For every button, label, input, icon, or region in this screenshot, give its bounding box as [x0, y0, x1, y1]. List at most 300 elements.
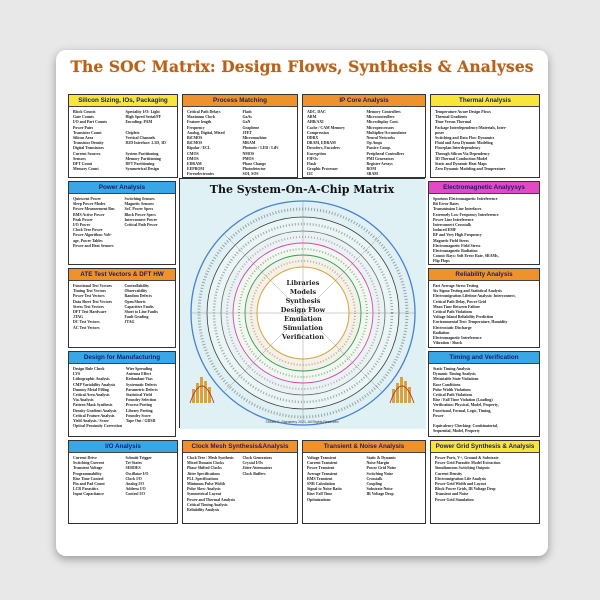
center-title: The System-On-A-Chip Matrix	[209, 183, 395, 196]
list-item: Thermal Gradients	[435, 115, 468, 120]
box-pgrid	[430, 440, 540, 524]
list-item: Critical Path Delays	[187, 110, 221, 114]
list-item: Simultaneous Switching Outputs	[435, 466, 490, 471]
list-item: EDRAM	[187, 162, 202, 167]
list-item: Equivalency Checking: Combinatorial,	[433, 424, 498, 429]
list-item: Op Amps	[366, 141, 383, 146]
list-item: Ferroelectronics	[187, 172, 215, 177]
list-item: Multiplier/Accumulator	[366, 130, 407, 135]
center-list	[268, 279, 338, 342]
list-item: D2D Interface: 2.5D, 3D	[125, 141, 166, 146]
list-item: Mixed Domain Clocks	[187, 461, 224, 466]
list-item: ARM	[307, 115, 317, 120]
list-item: DFT Count	[73, 162, 93, 167]
list-item: Symmetrical Layout	[187, 492, 222, 497]
list-item: Critical Feature Analysis	[73, 413, 115, 418]
list-item: Temperature Aware Design Flows	[435, 110, 491, 114]
list-item: poser	[435, 130, 445, 135]
list-item: Switching Current	[73, 461, 104, 466]
center-item: Simulation	[283, 324, 323, 332]
list-item: Memory Partitioning	[125, 156, 161, 161]
list-item: Pattern Mask Synthesis	[73, 403, 113, 408]
list-item: Sequential, Model, Property	[433, 429, 480, 434]
box-header: Electromagnetic Analyysys	[429, 182, 539, 194]
box-header: Transient & Noise Analysis	[303, 441, 425, 453]
list-item: I/O and Part Counts	[73, 120, 108, 125]
col-1	[435, 110, 536, 172]
list-item: SOI, SOS	[242, 172, 259, 177]
list-item: Silicon Area	[73, 136, 94, 141]
list-item: Peak Power	[73, 217, 93, 222]
list-item: Wire Spreading	[125, 367, 153, 371]
list-item: Tri-States	[125, 461, 142, 466]
list-item: Random Defects	[124, 294, 152, 299]
list-item: Transistor Density	[73, 141, 104, 146]
box-header: Timing and Verification	[429, 352, 539, 364]
list-item: Critical Path Violations	[433, 393, 473, 398]
list-item: Digital Transistors	[73, 146, 104, 151]
list-item: Power Test Vectors	[73, 294, 105, 299]
box-header: IP Core Analysis	[303, 95, 425, 107]
list-item: Critical Path Violations	[433, 310, 473, 315]
center-item: Design Flow	[280, 306, 326, 314]
list-item: Part Average Stress Testing	[433, 284, 479, 288]
list-item: Electromigration Life Analysis	[435, 476, 486, 481]
list-item: Critical Area Analysis	[73, 393, 110, 398]
box-header: Process Matching	[183, 95, 297, 107]
list-item: Pulse Skew Analysis	[187, 487, 221, 492]
list-item: Micromachine	[242, 136, 267, 141]
list-item: Statistical Yield	[125, 393, 152, 398]
list-item: Density Gradient Analysis	[73, 408, 117, 413]
list-item: IR Voltage Drop	[366, 492, 394, 497]
list-item: Yield Analysis / Score	[73, 419, 109, 424]
list-item: Vibration / Shock	[433, 341, 463, 346]
list-item: CMOS	[187, 151, 199, 156]
col-2	[126, 367, 172, 429]
list-item: Microprocessors	[366, 125, 395, 130]
list-item: Minimum Pulse Width	[187, 482, 225, 487]
list-item: Radiation	[433, 330, 450, 335]
list-item: Rise Time Control	[73, 476, 104, 481]
list-item: age, Power Tables	[73, 238, 103, 243]
list-item: AHB/AXI	[307, 120, 324, 125]
list-item: Power Grid Noise	[366, 466, 397, 471]
list-item: Power and Heat Sensors	[73, 243, 114, 248]
list-item: Critical Path Delay, Power Grid	[433, 299, 487, 304]
list-item: Neural Networks	[366, 136, 395, 141]
list-item: Power	[433, 413, 444, 418]
list-item: Average Transient	[307, 471, 338, 476]
list-item: MRAM	[242, 141, 256, 146]
list-item: Clock I/O	[125, 476, 142, 481]
list-item: Block Power Specs	[124, 212, 156, 217]
list-item: Controllability	[124, 284, 150, 288]
list-item: Magnetic Field Stress	[433, 238, 469, 243]
col-2	[126, 456, 175, 498]
list-item: Process Porting	[125, 403, 152, 408]
list-item: DDRX	[307, 136, 319, 141]
list-item: Foundry Selection	[125, 398, 157, 403]
list-item: Bit Error Rates	[433, 202, 459, 207]
box-ipcore	[302, 94, 426, 178]
list-item: Critical Path Power	[124, 223, 158, 228]
list-item: Power Measurement Bus	[73, 207, 115, 212]
list-item: Flash	[242, 110, 252, 114]
list-item: I/O Power	[73, 223, 91, 228]
list-item: CMP Variability Analysis	[73, 382, 116, 387]
list-item: Clock Generators	[242, 456, 272, 460]
list-item: DFT Test Hardware	[73, 310, 107, 315]
list-item: Verification: Physical, Model, Property,	[433, 403, 499, 408]
box-process	[182, 94, 298, 178]
list-item: DRAM, EDRAM	[307, 141, 336, 146]
list-item: Clock Buffers	[242, 471, 266, 476]
list-item: Graphene	[242, 125, 260, 130]
list-item: Graphic Processor	[307, 167, 338, 172]
list-item: Flip Flops	[433, 259, 450, 264]
list-item: Functional, Formal, Logic, Timing,	[433, 408, 492, 413]
list-item: AC Test Vectors	[73, 325, 100, 330]
box-header: ATE Test Vectors & DFT HW	[69, 269, 175, 281]
list-item: JFET	[242, 130, 253, 135]
list-item: Address I/O	[125, 487, 146, 492]
list-item: Systematic Defects	[125, 382, 157, 387]
list-item: Reliability Analysis	[187, 508, 220, 513]
box-power	[68, 181, 176, 265]
list-item: Functional Test Vectors	[73, 284, 112, 288]
list-item: Maximum Clock	[187, 115, 215, 120]
list-item: System Partitioning	[125, 151, 159, 156]
list-item: Optical Proximity Correction	[73, 424, 122, 429]
list-item: Current Sources	[73, 151, 101, 156]
col-1	[433, 197, 536, 265]
list-item: Six Sigma Testing and Statistical Analysis	[433, 289, 502, 294]
list-item: JTAG	[124, 320, 135, 325]
list-item: SERDES	[125, 466, 141, 471]
list-item: GaAs	[242, 115, 252, 120]
box-header: Power Grid Synthesis & Analysis	[431, 441, 539, 453]
col-2	[367, 456, 423, 503]
list-item: Foundry Score	[125, 413, 151, 418]
list-item: Current Density	[435, 471, 463, 476]
list-item: Induced EMF	[433, 228, 457, 233]
list-item: Static & Dynamic	[366, 456, 397, 460]
box-em	[428, 181, 540, 265]
col-2	[367, 110, 423, 178]
list-item: Memory Controllers	[366, 110, 401, 114]
list-item: Clock Tree / Mesh Synthesis	[187, 456, 234, 460]
col-2	[243, 110, 295, 178]
list-item: Observability	[124, 289, 148, 294]
list-item: FIFOs	[307, 156, 318, 161]
list-item: BiCMOS	[187, 136, 203, 141]
list-item: Data Sheet Test Vectors	[73, 299, 113, 304]
list-item: Electromagnetic Radiation	[433, 249, 478, 254]
list-item: Mean Time Between Failure	[433, 304, 481, 309]
col-2	[126, 110, 175, 172]
list-item: Dynamic Timing Analysis	[433, 372, 476, 377]
col-1	[433, 284, 536, 346]
list-item: EEPROM	[187, 167, 205, 172]
list-item: High Speed Serial/FF	[125, 115, 162, 120]
list-item: NMOS	[242, 151, 255, 156]
box-reliability	[428, 268, 540, 348]
list-item: Sensors	[73, 156, 86, 161]
list-item: Rise/ Fall Time	[307, 492, 333, 497]
list-item: Switching Sensors	[124, 197, 155, 201]
list-item: Capacitive Faults	[124, 304, 154, 309]
col-1	[73, 456, 122, 498]
list-item: Photodetector	[242, 167, 266, 172]
list-item: Power Transient	[307, 466, 335, 471]
center-item: Models	[289, 288, 317, 296]
list-item: I2C	[307, 172, 314, 177]
list-item: PMI Generators	[366, 156, 394, 161]
list-item: Chiplets	[125, 130, 140, 135]
list-item: Fault Grading	[124, 315, 149, 320]
box-header: I/O Analysis	[69, 441, 177, 453]
center-item: Synthesis	[285, 297, 321, 305]
list-item: Stress Test Vectors	[73, 304, 104, 309]
list-item: Programmability	[73, 471, 102, 476]
list-item: Electromagnetic Interference	[433, 336, 482, 341]
center-item: Libraries	[286, 279, 320, 287]
list-item: Metastable State Violations	[433, 377, 479, 382]
list-item: Redundant Vias	[125, 377, 153, 382]
list-item: Input Capacitance	[73, 492, 104, 497]
list-item: DFT Partitioning	[125, 162, 155, 167]
box-transient	[302, 440, 426, 524]
list-item: Interconnect Power	[124, 217, 158, 222]
list-item: Oscillator I/O	[125, 471, 149, 476]
list-item: Crystal I/Os	[242, 461, 263, 466]
list-item: SoC Power Specs	[124, 207, 154, 212]
list-item: PLL Specifications	[187, 476, 219, 481]
list-item: Transmission Line Interfaces	[433, 207, 482, 212]
list-item: Extremely Low Frequency Interference	[433, 212, 499, 217]
list-item: ROM	[366, 167, 377, 172]
col-2	[125, 197, 173, 249]
center-item: Emulation	[284, 315, 322, 323]
list-item: Power Grid Simulation	[435, 497, 474, 502]
list-item: Encoding: PAM	[125, 120, 153, 125]
list-item: Cosmic Rays: Soft Error Rate, SRAMs,	[433, 254, 499, 259]
list-item: Zero Dynamic Modeling and Temperature	[435, 167, 506, 172]
list-item: SRAM	[366, 172, 378, 177]
box-header: Design for Manufacturing	[69, 352, 175, 364]
list-item: JTAG	[73, 315, 84, 320]
list-item: Decoders, Encoders	[307, 146, 340, 151]
col-1	[73, 110, 122, 172]
list-item: Static and Dynamic Heat Maps	[435, 162, 487, 167]
list-item: Package Interdependency/Materials, Inter-	[435, 125, 507, 130]
list-item: Peripheral Controllers	[366, 151, 405, 156]
list-item: Transient Voltage	[73, 466, 103, 471]
list-item: Frequency	[187, 125, 205, 130]
list-item: Encryption	[307, 151, 326, 156]
list-item: Vertical Channels	[125, 136, 156, 141]
list-item: Speciality I/O: Light	[125, 110, 160, 114]
list-item: Jitter Specifications	[187, 471, 220, 476]
list-item: Short to Line Faults	[124, 310, 158, 315]
list-item: Interconnect Crosstalk	[433, 223, 472, 228]
list-item: Parametric Defects	[125, 387, 158, 392]
list-item: RMS Active Power	[73, 212, 105, 217]
list-item: Quiescent Power	[73, 197, 101, 201]
list-item: Power Grid Parasitic Model Extraction	[435, 461, 501, 466]
list-item: Control I/O	[125, 492, 145, 497]
list-item: Via Analysis	[73, 398, 94, 403]
list-item: Power Line Interference	[433, 217, 474, 222]
list-item: Crosstalk	[366, 476, 383, 481]
box-header: Power Analysis	[69, 182, 175, 194]
col-1	[307, 456, 363, 503]
list-item: Microdisplay Cont.	[366, 120, 399, 125]
list-item: Power and Thermal Analysis	[187, 497, 235, 502]
list-item: Power Ports, V+, Ground & Substrate	[435, 456, 499, 460]
list-item: Timing Test Vectors	[73, 289, 107, 294]
box-io	[68, 440, 178, 524]
col-1	[433, 367, 536, 435]
list-item: Noise Margin	[366, 461, 390, 466]
col-2	[125, 284, 173, 331]
list-item: Register Arrays	[366, 162, 393, 167]
list-item: Bipolar / ECL	[187, 146, 211, 151]
list-item: Library Porting	[125, 408, 153, 413]
col-1	[435, 456, 536, 503]
list-item: Spurious Electromagnetic Interference	[433, 197, 498, 201]
box-header: Thermal Analysis	[431, 95, 539, 107]
list-item: LVS	[73, 372, 81, 377]
list-item: Design Rule Check	[73, 367, 105, 371]
list-item: Fluid and Area Dynamic Modeling	[435, 141, 493, 146]
list-item: Through Silicon Via Dependency	[435, 151, 490, 156]
box-dfm	[68, 351, 176, 437]
list-item: Microcontrollers	[366, 115, 395, 120]
copyright: ©Mark C. Stansbery 2021, All Rights Reserved	[265, 420, 339, 424]
center-matrix	[179, 178, 425, 428]
list-item: Environmental Test: Temperature, Humidity	[433, 320, 508, 325]
list-item: Substrate Noise	[366, 487, 393, 492]
list-item: Critical Timing Analysis	[187, 502, 228, 507]
list-item: Time Versus Thermal	[435, 120, 471, 125]
list-item: Electromagnetic Field Stress	[433, 243, 481, 248]
list-item: DMOS	[187, 156, 199, 161]
list-item: RMS Transient	[307, 476, 333, 481]
box-thermal	[430, 94, 540, 178]
list-item: SNR Calculation	[307, 482, 335, 487]
list-item: ADC, DAC	[307, 110, 326, 114]
list-item: Transistor Count	[73, 130, 102, 135]
col-1	[73, 284, 121, 331]
main-title: The SOC Matrix: Design Flows, Synthesis & Analyses	[70, 57, 534, 76]
list-item: Symmetrical Design	[125, 167, 159, 172]
list-item: Signal to Noise Ratio	[307, 487, 342, 492]
center-item: Verification	[282, 333, 324, 341]
list-item: Compression	[307, 130, 329, 135]
list-item: Schmitt Trigger	[125, 456, 152, 460]
col-1	[187, 110, 239, 178]
list-item: Antenna Effect	[125, 372, 152, 377]
list-item: RF and Very High Frequency	[433, 233, 482, 238]
list-item: Dummy Metal Filling	[73, 387, 109, 392]
list-item: Coupling	[366, 482, 382, 487]
list-item: Sleep Power Modes	[73, 202, 106, 207]
list-item: Pin and Pad Count	[73, 482, 105, 487]
list-item: Jitter Attenuators	[242, 466, 273, 471]
list-item: Current Transient	[307, 461, 338, 466]
list-item: Analog I/O	[125, 482, 144, 487]
list-item: Switching Noise	[366, 471, 393, 476]
list-item: Electrostatic Discharge	[433, 325, 472, 330]
box-timing	[428, 351, 540, 437]
list-item: Feature length	[187, 120, 212, 125]
list-item: Voltage Transient	[307, 456, 337, 460]
col-1	[187, 456, 239, 513]
col-1	[307, 110, 363, 178]
box-header: Clock Mesh Synthesis&Analysis	[183, 441, 297, 453]
box-clock	[182, 440, 298, 524]
list-item: BiCMOS	[187, 141, 203, 146]
list-item: GaN	[242, 120, 251, 125]
list-item: Gate Counts	[73, 115, 94, 120]
list-item: Rise / Fall Time Violation (Loading)	[433, 398, 493, 403]
list-item: Flash	[307, 162, 317, 167]
list-item: PMOS	[242, 156, 254, 161]
list-item: Voltage Island Reliability Prediction	[433, 315, 494, 320]
list-item: Phase Change	[242, 162, 266, 167]
list-item: Passive Comp.	[366, 146, 391, 151]
box-header: Reliability Analysis	[429, 269, 539, 281]
list-item: Analog, Digital, Mixed	[187, 130, 225, 135]
list-item: Power Pairs	[73, 125, 94, 130]
list-item: Current Drive	[73, 456, 97, 460]
box-ate	[68, 268, 176, 348]
col-1	[73, 197, 121, 249]
list-item: Block Counts	[73, 110, 96, 114]
box-header: Silicon Sizing, IOs, Packaging	[69, 95, 177, 107]
list-item: Tape Out / GDSII	[125, 419, 156, 424]
list-item: Transient and Noise	[435, 492, 469, 497]
list-item: Clock Tree Power	[73, 228, 103, 233]
list-item: DC Test Vectors	[73, 320, 100, 325]
list-item: Electromigration Lifetime Analysis: Interconnect,	[433, 294, 516, 299]
col-1	[73, 367, 122, 429]
sticker	[56, 50, 548, 556]
box-silicon	[68, 94, 178, 178]
list-item: 3D Thermal Conduction Model	[435, 156, 488, 161]
list-item: Power Algorithm: Volt-	[73, 233, 112, 238]
list-item: Floorplan Interdependency	[435, 146, 481, 151]
list-item: LCR Parasitics	[73, 487, 99, 492]
list-item: Open/Shorts	[124, 299, 146, 304]
list-item: Power Grid Width and Layout	[435, 482, 487, 487]
list-item: Block Power Grids, IR Voltage Drop	[435, 487, 496, 492]
list-item: Lithographic Analysis	[73, 377, 110, 382]
list-item: Optimizations	[307, 497, 331, 502]
list-item: Memory Count	[73, 167, 99, 172]
list-item: Static Timing Analysis	[433, 367, 471, 371]
list-item: Cache / CAM Memory	[307, 125, 345, 130]
list-item: Switching and Data Flow Dynamics	[435, 136, 495, 141]
list-item: Pulse Width Violations	[433, 387, 471, 392]
list-item: Magnetic Sensors	[124, 202, 154, 207]
list-item: Photonic / LED / LiFi	[242, 146, 279, 151]
col-2	[243, 456, 295, 513]
list-item: Race Conditions	[433, 382, 461, 387]
list-item: Phase Shifted Clocks	[187, 466, 222, 471]
